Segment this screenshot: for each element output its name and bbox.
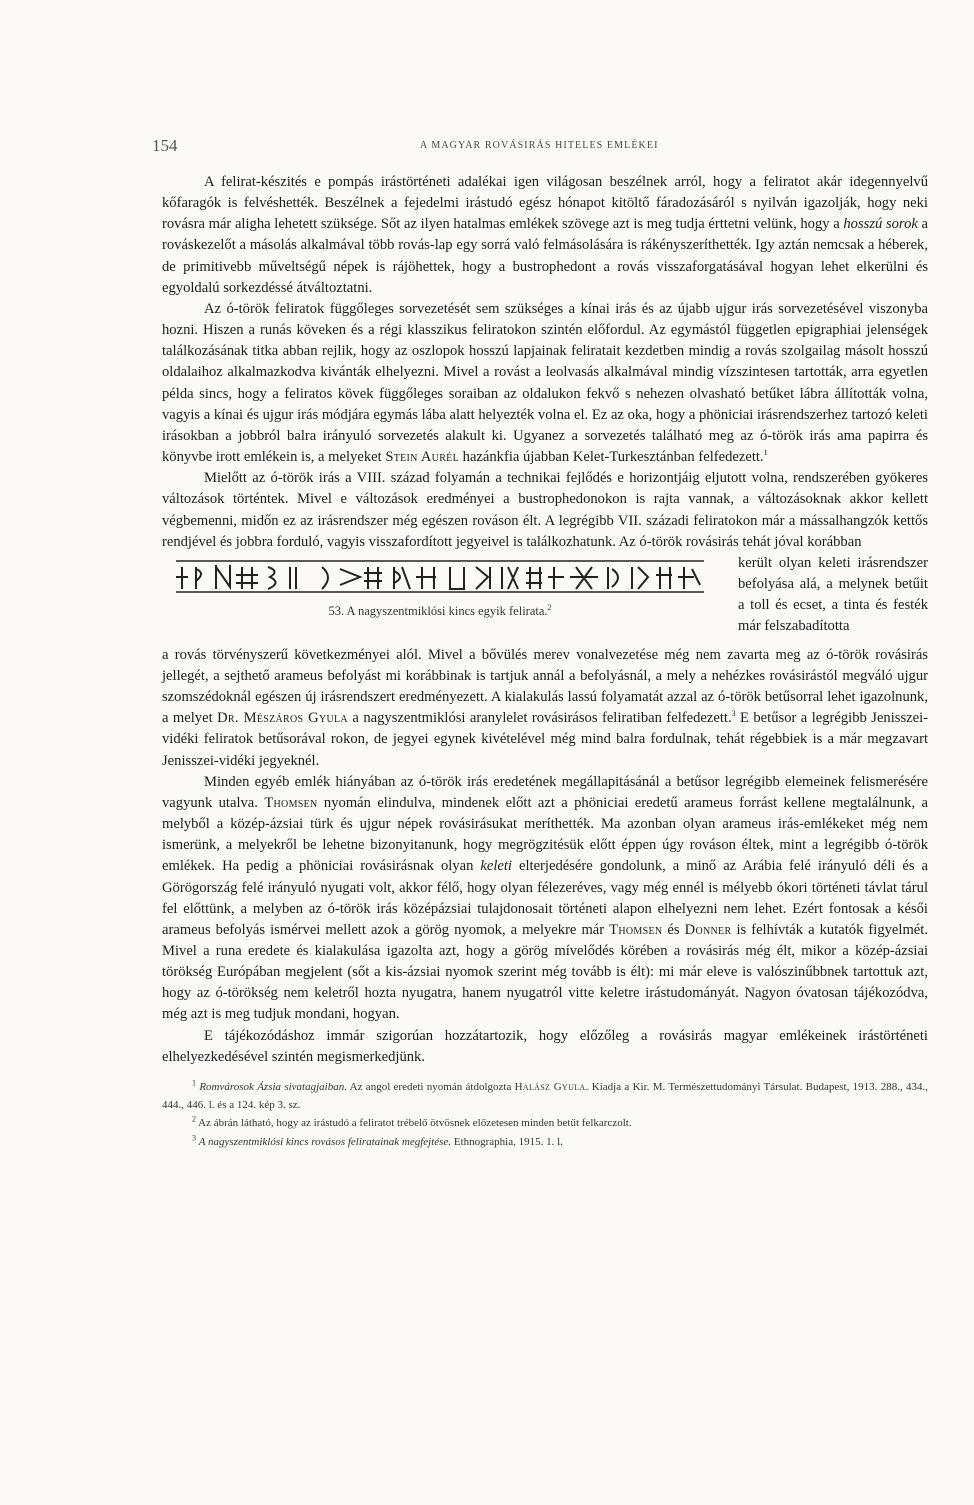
footnote-ref: 2 xyxy=(547,602,552,612)
text-run: Minden egyéb emlék hiányában az ó-török irás eredetének megállapitásánál a betűsor legrégibb elemeinek felismerésére vagyunk utalva. xyxy=(162,773,928,811)
running-header xyxy=(152,128,928,155)
footnote-mark: 1 xyxy=(192,1078,196,1088)
text-run: A felirat-készités e pompás irástörténeti adalékai igen világosan beszélnek arról, hogy a feliratot akár idegennyelvű kőfaragók is felvéshették. Beszélnek a fejedelmi irástudó egész hónapot kitöltő fáradozásáról s nyilván igazolják, hogy neki rovásra már aligha lehetett szüksége. Sőt az ilyen hatalmas emlékek szövege azt is meg tudja érttetni velünk, hogy a xyxy=(162,174,928,233)
body-text xyxy=(162,172,928,1068)
footnote-text: Az angol eredeti nyomán átdolgozta xyxy=(346,1080,515,1093)
author-name: Stein Aurél xyxy=(385,449,459,466)
footnote-text: Ethnographia, 1915. 1. l. xyxy=(451,1135,563,1148)
paragraph-4 xyxy=(162,772,928,1026)
page xyxy=(152,128,928,1151)
footnote-text: Az ábrán látható, hogy az irástudó a feliratot trébelő ötvösnek előzetesen minden betűt felkarczolt. xyxy=(198,1117,632,1130)
footnote-ref: 1 xyxy=(763,448,768,458)
emphasis: hosszú sorok xyxy=(843,216,918,233)
text-run: a rovás törvényszerű következményei alól. Mivel a bővülés merev vonalvezetése még nem zavarta meg az ó-török rovásirás jellegét, a sejthető arameus befolyást mi korábbinak is tartjuk annál a befolyásnál, a mely a nehézkes rovásirástól megváló ujgur szomszédoknál egészen új irásrendszert eredményezett. A kialakulás lassú folyamatát azzal az ó-török betűsorral lehet igazolnunk, a melyet xyxy=(162,646,928,727)
text-run: került olyan keleti irásrendszer befolyása alá, a melynek betűit a toll és ecset, a tinta és festék már felszabadította xyxy=(738,554,928,635)
footnote-title: A nagyszentmiklósi kincs rovásos feliratainak megfejtése. xyxy=(198,1135,452,1148)
footnote-1 xyxy=(162,1078,928,1114)
paragraph-1 xyxy=(162,172,928,299)
text-run: Mielőtt az ó-török irás a VIII. század folyamán a technikai fejlődés e horizontjáig eljutott volna, rendszerében gyökeres változások történtek. Mivel e változások eredményei a bustrophedonokon is rajta vannak, a változásoknak akkor kellett végbemenni, midőn ez az irásrendszer még egészen rováson élt. A legrégibb VII. századi feliratokon már a mássalhangzók kettős rendjével és jobbra forduló, vagyis visszafordított jegyeivel is találkozhatunk. Az ó-török rovásirás tehát jóval korábban xyxy=(162,470,928,550)
text-run: a rováskezelőt a másolás alkalmával több rovás-lap egy sorrá való felmásolására is rákényszeríthették. Igy aztán nemcsak a héberek, de primitivebb műveltségű népek is rájöhettek, hogy a bustrophedont a rovás visszaforgatásával hogyan lehet elkerülni és egyoldalú sorkezdéssé átváltoztatni. xyxy=(162,216,928,296)
paragraph-5 xyxy=(162,1026,928,1068)
author-name: Dr. Mészáros Gyula xyxy=(217,710,348,727)
text-run: E betűsor a legrégibb Jenisszei-vidéki feliratok betűsorával rokon, de jegyei egynek kivételével még mind balra fordulnak, tehát régebbiek is a már megzavart Jenisszei-vidéki jegyeknél. xyxy=(162,710,928,769)
text-run: és xyxy=(662,921,685,938)
inscription-image xyxy=(172,559,708,595)
text-run: nyomán elindulva, mindenek előtt azt a phöniciai eredetű arameus forrást kellene megtalálnunk, a melyből a közép-ázsiai türk és ujgur népek rovásirásukat meríthették. Ma azonban olyan arameus irás-emlékeket még nem ismerünk, a melyekről be lehetne bizonyitanunk, hogy megrögzitésük előtt éppen úgy rováson éltek, mint a legrégibb ó-török emlékek. Ha pedig a phöniciai rovásirásnak olyan xyxy=(162,794,928,875)
figure-caption xyxy=(162,601,718,622)
footnote-mark: 3 xyxy=(192,1132,196,1142)
author-name: Halász Gyula. xyxy=(514,1080,589,1093)
text-run: elterjedésére gondolunk, a minő az Arábia felé irányuló déli és a Görögország felé irányuló nyugati volt, akkor félő, hogy olyan félezeréves, vagy még ennél is mélyebb ókori történeti távlat tárul fel előttünk, a melyben az ó-török irás középázsiai tulajdonosait történeti alapon elhelyezni nem lehet. Ezért fontosak a késői arameus befolyás ismérvei mellett azok a görög nyomok, a melyekre már xyxy=(162,858,928,938)
emphasis: keleti xyxy=(480,858,512,875)
paragraph-3 xyxy=(162,468,928,553)
page-number: 154 xyxy=(152,136,178,155)
footnote-ref: 3 xyxy=(731,709,736,719)
figure-53 xyxy=(162,555,718,645)
text-run: E tájékozódáshoz immár szigorúan hozzátartozik, hogy előzőleg a rovásirás magyar emlékeinek irástörténeti elhelyezkedésével szintén megismerkedjünk. xyxy=(162,1027,928,1065)
text-run: hazánkfia újabban Kelet-Turkesztánban felfedezett. xyxy=(459,449,764,466)
text-run: is felhívták a kutatók figyelmét. Mivel a runa eredete és kialakulása igazolta azt, hogy a görög mívelődés körében a rovásirás még élt, mikor a közép-ázsiai törökség Európában megjelent (sőt a kis-ázsiai nyomok szerint még tovább is élt): mi már eleve is valószinűbbnek tartottuk azt, hogy az ó-törökség nem keletről hozta nyugatra, hanem nyugatról vitte keletre irástudományát. Nagyon óvatosan tájékozódva, még azt is meg tudjuk mondani, hogyan. xyxy=(162,921,928,1023)
running-title: A MAGYAR ROVÁSIRÁS HITELES EMLÉKEI xyxy=(420,140,659,151)
text-run: Az ó-török feliratok függőleges sorvezetését sem szükséges a kínai irás és az újabb ujgur irás sorvezetésével viszonyba hozni. Hiszen a runás köveken és a régi klasszikus feliratokon szintén előfordul. Az egymástól független epigraphiai jelenségek találkozásának titka abban rejlik, hogy az oszlopok hosszú lapjainak feliratait kezdetben mindig a rovás szolgailag másolt hosszú oldalaihoz alkalmazkodva kivánták elhelyezni. Mivel a rovást a leolvasás alkalmával mindig vízszintesen tartották, arra egyetlen példa sincs, hogy a feliratos kövek függőleges soraiban az oldalukon fekvő s nehezen olvasható betűket lábra állították volna, vagyis a kínai és ujgur irás módjára egymás lába alatt helyezték volna el. Ez az oka, hogy a phöniciai irásrendszerhez tartozó keleti irásokban a jobbról balra irányuló sorvezetés alakult ki. Ugyanez a sorvezetés található meg az ó-török irás ama papirra és könyvbe irott emlékein is, a melyeket xyxy=(162,300,928,466)
paragraph-3-cont xyxy=(162,645,928,772)
author-name: Thomsen xyxy=(264,794,318,811)
footnote-title: Romvárosok Ázsia sivatagjaiban. xyxy=(199,1080,347,1093)
footnote-3 xyxy=(162,1133,928,1151)
footnotes xyxy=(162,1078,928,1151)
author-name: Thomsen xyxy=(609,921,663,938)
text-run: a nagyszentmiklósi aranylelet rovásirásos feliratiban felfedezett. xyxy=(347,710,732,727)
author-name: Donner xyxy=(684,921,732,938)
footnote-mark: 2 xyxy=(192,1114,196,1124)
paragraph-2 xyxy=(162,299,928,468)
footnote-2 xyxy=(162,1114,928,1132)
footnote-text: Kiadja a Kir. M. Természettudományi Társulat. Budapest, 1913. 288., 434., 444., 446. l. és a 124. kép 3. sz. xyxy=(162,1080,928,1112)
caption-text: 53. A nagyszentmiklósi kincs egyik felirata. xyxy=(328,603,548,618)
